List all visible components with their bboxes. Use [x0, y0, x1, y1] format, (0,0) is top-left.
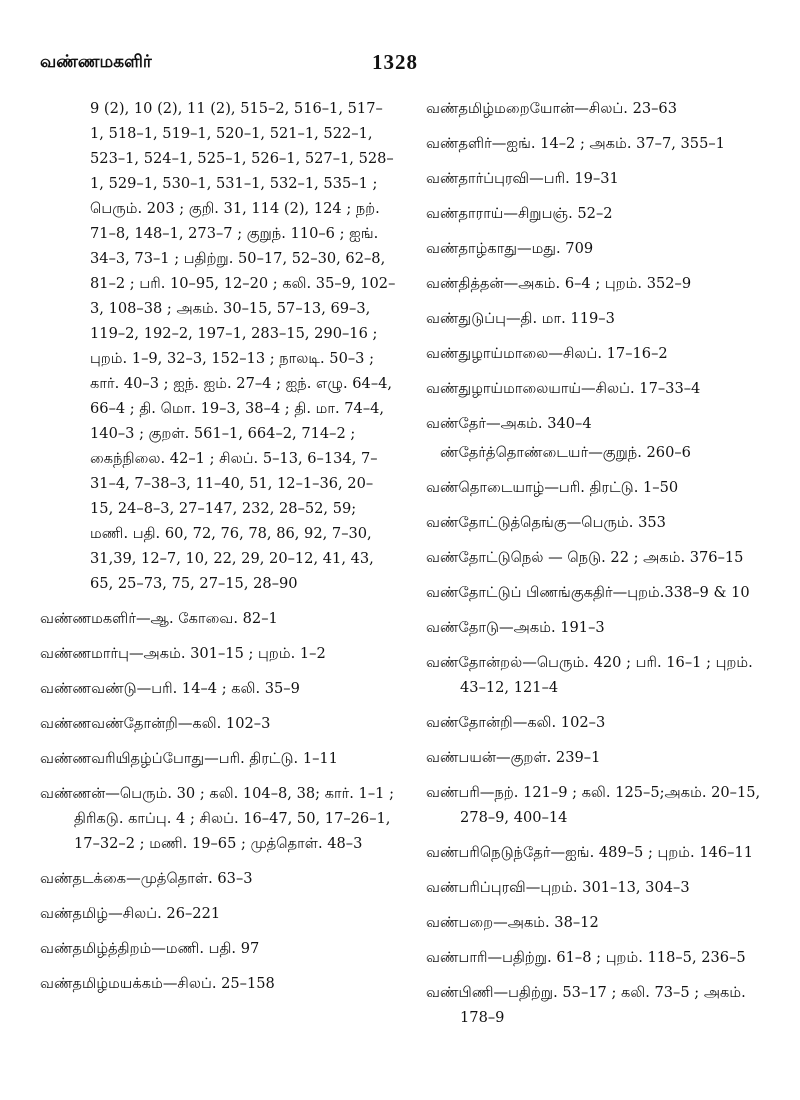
index-entry: வண்தாராய்—சிறுபஞ். 52–2 [426, 205, 613, 222]
page-number: 1328 [372, 50, 418, 74]
index-entry: வண்துழாய்மாலை—சிலப். 17–16–2 [426, 345, 668, 362]
index-entry: வண்தோன்றி—கலி. 102–3 [426, 714, 606, 731]
index-entry: வண்பிணி—பதிற்று. 53–17 ; கலி. 73–5 ; அகம். 178–9 [426, 984, 746, 1026]
index-entry: வண்பாரி—பதிற்று. 61–8 ; புறம். 118–5, 236–5 [426, 949, 746, 966]
index-entry: வண்தோட்டுப் பிணங்குகதிர்—புறம்.338–9 & 10 [426, 584, 750, 601]
index-entry: வண்தமிழ்மயக்கம்—சிலப். 25–158 [40, 975, 275, 992]
right-column [426, 96, 772, 1040]
index-entry: வண்தாழ்காது—மது. 709 [426, 240, 594, 257]
index-entry: வண்பறை—அகம். 38–12 [426, 914, 599, 931]
index-entry: வண்பரி—நற். 121–9 ; கலி. 125–5;அகம். 20–15, 278–9, 400–14 [426, 784, 761, 826]
index-entry-subheading: ண்தேர்த்தொண்டையர்—குறுந். 260–6 [440, 444, 691, 461]
index-entry: வண்தோன்றல்—பெரும். 420 ; பரி. 16–1 ; புறம். 43–12, 121–4 [426, 654, 753, 696]
index-entry: வண்ணவரியிதழ்ப்போது—பரி. திரட்டு. 1–11 [40, 750, 338, 767]
index-entry: வண்தோடு—அகம். 191–3 [426, 619, 605, 636]
index-entry: வண்தித்தன்—அகம். 6–4 ; புறம். 352–9 [426, 275, 692, 292]
index-entry: வண்ணமகளிர்—ஆ. கோவை. 82–1 [40, 610, 278, 627]
index-entry: வண்தேர்—அகம். 340–4 [426, 415, 592, 432]
index-entry: வண்தமிழ்—சிலப். 26–221 [40, 905, 221, 922]
running-head: வண்ணமகளிர் [40, 52, 152, 72]
index-entry: வண்ணவண்டு—பரி. 14–4 ; கலி. 35–9 [40, 680, 300, 697]
index-entry: வண்தார்ப்புரவி—பரி. 19–31 [426, 170, 619, 187]
index-entry: வண்பரிப்புரவி—புறம். 301–13, 304–3 [426, 879, 690, 896]
entry-continuation: 9 (2), 10 (2), 11 (2), 515–2, 516–1, 517–1, 518–1, 519–1, 520–1, 521–1, 522–1, 523–1, 524–1, 525–1, 526–1, 527–1, 528–1, 529–1, 530–1, 531–1, 532–1, 535–1 ; பெரும். 203 ; குறி. 31, 114 (2), 124 ; நற். 71–8, 148–1, 273–7 ; குறுந். 110–6 ; ஐங். 34–3, 73–1 ; பதிற்று. 50–17, 52–30, 62–8, 81–2 ; பரி. 10–95, 12–20 ; கலி. 35–9, 102–3, 108–38 ; அகம். 30–15, 57–13, 69–3, 119–2, 192–2, 197–1, 283–15, 290–16 ; புறம். 1–9, 32–3, 152–13 ; நாலடி. 50–3 ; கார். 40–3 ; ஐந். ஐம். 27–4 ; ஐந். எழு. 64–4, 66–4 ; தி. மொ. 19–3, 38–4 ; தி. மா. 74–4, 140–3 ; குறள். 561–1, 664–2, 714–2 ; கைந்நிலை. 42–1 ; சிலப். 5–13, 6–134, 7–31–4, 7–38–3, 11–40, 51, 12–1–36, 20–15, 24–8–3, 27–147, 232, 28–52, 59; மணி. பதி. 60, 72, 76, 78, 86, 92, 7–30, 31,39, 12–7, 10, 22, 29, 20–12, 41, 43, 65, 25–73, 75, 27–15, 28–90 [90, 100, 396, 592]
index-entry: வண்துடுப்பு—தி. மா. 119–3 [426, 310, 615, 327]
index-entry: வண்தமிழ்த்திறம்—மணி. பதி. 97 [40, 940, 260, 957]
index-entry: வண்தளிர்—ஐங். 14–2 ; அகம். 37–7, 355–1 [426, 135, 725, 152]
index-entry: வண்தொடையாழ்—பரி. திரட்டு. 1–50 [426, 479, 679, 496]
index-entry: வண்தமிழ்மறையோன்—சிலப். 23–63 [426, 100, 678, 117]
index-entry: வண்தடக்கை—முத்தொள். 63–3 [40, 870, 253, 887]
index-entry: வண்ணமார்பு—அகம். 301–15 ; புறம். 1–2 [40, 645, 326, 662]
index-entry: வண்துழாய்மாலையாய்—சிலப். 17–33–4 [426, 380, 701, 397]
left-column [40, 96, 396, 1006]
index-entry: வண்பரிநெடுந்தேர்—ஐங். 489–5 ; புறம். 146–11 [426, 844, 754, 861]
index-entry: வண்ணன்—பெரும். 30 ; கலி. 104–8, 38; கார். 1–1 ; திரிகடு. காப்பு. 4 ; சிலப். 16–47, 50, 17–26–1, 17–32–2 ; மணி. 19–65 ; முத்தொள். 48–3 [40, 785, 394, 852]
index-entry: வண்பயன்—குறள். 239–1 [426, 749, 601, 766]
index-entry: வண்தோட்டுநெல் — நெடு. 22 ; அகம். 376–15 [426, 549, 744, 566]
index-entry: வண்தோட்டுத்தெங்கு—பெரும். 353 [426, 514, 666, 531]
index-entry: வண்ணவண்தோன்றி—கலி. 102–3 [40, 715, 271, 732]
